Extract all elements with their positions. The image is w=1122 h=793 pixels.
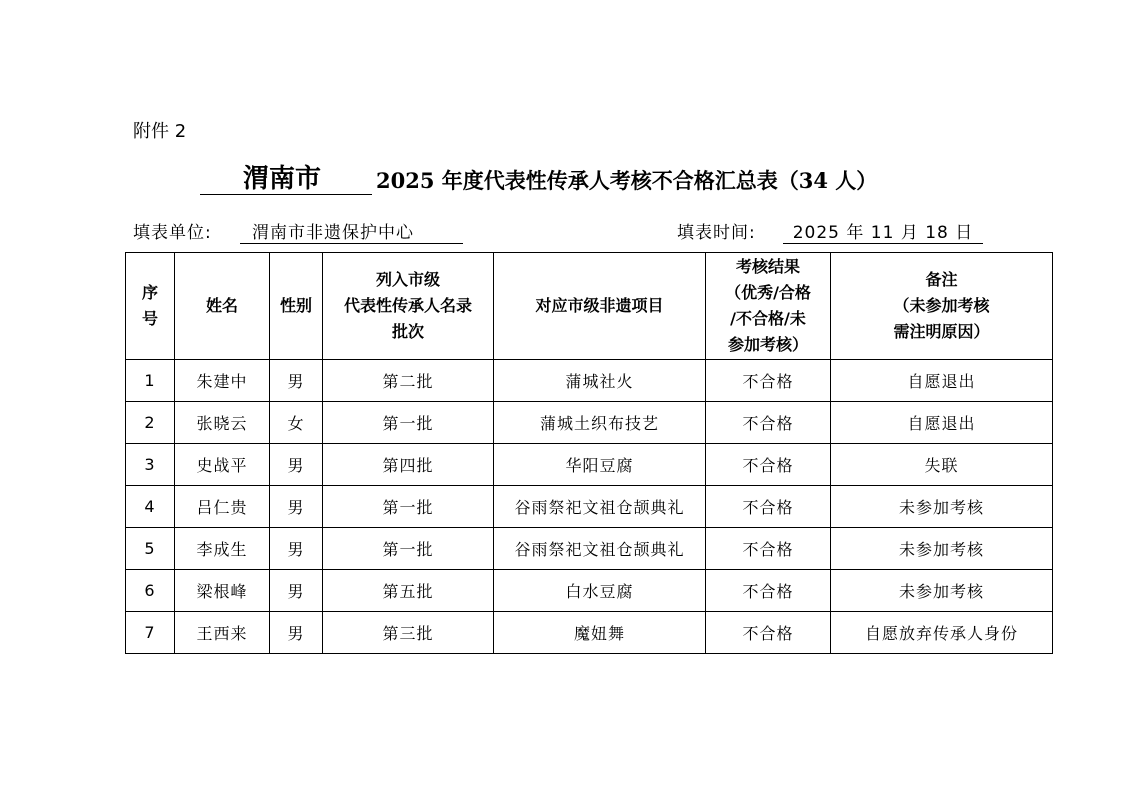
cell-remark: 未参加考核: [831, 486, 1053, 528]
header-line: 对应市级非遗项目: [535, 296, 664, 315]
header-line: 号: [141, 309, 158, 328]
cell-gender: 男: [270, 528, 323, 570]
summary-table: [125, 252, 1053, 654]
cell-gender: 男: [270, 360, 323, 402]
cell-name: 史战平: [175, 444, 270, 486]
title-text: 2025 年度代表性传承人考核不合格汇总表（34 人）: [376, 168, 878, 193]
header-line: 考核结果: [735, 257, 800, 276]
cell-gender: 男: [270, 570, 323, 612]
header-remark: [831, 253, 1053, 360]
cell-batch: 第四批: [323, 444, 494, 486]
unit-value: 渭南市非遗保护中心: [240, 218, 463, 244]
cell-result: 不合格: [706, 402, 831, 444]
cell-result: 不合格: [706, 444, 831, 486]
cell-remark: 未参加考核: [831, 570, 1053, 612]
time-value: 2025 年 11 月 18 日: [783, 218, 983, 244]
cell-gender: 男: [270, 612, 323, 654]
cell-gender: 男: [270, 486, 323, 528]
time-label: 填表时间:: [677, 223, 756, 243]
cell-seq: 7: [126, 612, 175, 654]
header-name: [175, 253, 270, 360]
cell-name: 梁根峰: [175, 570, 270, 612]
cell-batch: 第五批: [323, 570, 494, 612]
cell-project: 魔妞舞: [494, 612, 706, 654]
cell-remark: 自愿放弃传承人身份: [831, 612, 1053, 654]
cell-seq: 5: [126, 528, 175, 570]
cell-gender: 女: [270, 402, 323, 444]
cell-remark: 自愿退出: [831, 402, 1053, 444]
cell-seq: 3: [126, 444, 175, 486]
header-line: 备注: [925, 270, 958, 289]
cell-result: 不合格: [706, 360, 831, 402]
cell-project: 华阳豆腐: [494, 444, 706, 486]
cell-result: 不合格: [706, 570, 831, 612]
cell-seq: 6: [126, 570, 175, 612]
table-row: [126, 402, 1053, 444]
header-gender: [270, 253, 323, 360]
cell-project: 蒲城社火: [494, 360, 706, 402]
cell-batch: 第三批: [323, 612, 494, 654]
cell-project: 谷雨祭祀文祖仓颉典礼: [494, 528, 706, 570]
cell-result: 不合格: [706, 528, 831, 570]
header-result: [706, 253, 831, 360]
header-line: （优秀/合格: [725, 283, 811, 302]
document-title: [0, 160, 1122, 200]
cell-batch: 第一批: [323, 528, 494, 570]
table-row: [126, 360, 1053, 402]
cell-name: 王西来: [175, 612, 270, 654]
table-row: [126, 612, 1053, 654]
cell-batch: 第二批: [323, 360, 494, 402]
cell-name: 张晓云: [175, 402, 270, 444]
table-row: [126, 570, 1053, 612]
table-row: [126, 486, 1053, 528]
header-batch: [323, 253, 494, 360]
cell-remark: 未参加考核: [831, 528, 1053, 570]
header-line: 批次: [391, 322, 424, 341]
cell-result: 不合格: [706, 486, 831, 528]
header-line: 代表性传承人名录: [343, 296, 472, 315]
cell-result: 不合格: [706, 612, 831, 654]
header-line: 列入市级: [375, 270, 440, 289]
cell-name: 吕仁贵: [175, 486, 270, 528]
header-line: 姓名: [205, 296, 238, 315]
header-line: /不合格/未: [730, 309, 806, 328]
table-row: [126, 528, 1053, 570]
cell-project: 白水豆腐: [494, 570, 706, 612]
unit-label: 填表单位:: [133, 223, 212, 243]
table-body: [126, 360, 1053, 654]
cell-name: 朱建中: [175, 360, 270, 402]
cell-seq: 4: [126, 486, 175, 528]
meta-row: [0, 218, 1122, 244]
cell-seq: 1: [126, 360, 175, 402]
cell-remark: 自愿退出: [831, 360, 1053, 402]
header-line: 需注明原因）: [893, 322, 990, 341]
title-city: 渭南市: [243, 164, 322, 194]
table-row: [126, 444, 1053, 486]
header-seq: [126, 253, 175, 360]
cell-remark: 失联: [831, 444, 1053, 486]
cell-gender: 男: [270, 444, 323, 486]
header-project: [494, 253, 706, 360]
header-line: 性别: [279, 296, 312, 315]
cell-name: 李成生: [175, 528, 270, 570]
attachment-label: 附件 2: [133, 121, 187, 142]
cell-project: 蒲城土织布技艺: [494, 402, 706, 444]
cell-batch: 第一批: [323, 402, 494, 444]
cell-batch: 第一批: [323, 486, 494, 528]
header-line: （未参加考核: [893, 296, 990, 315]
header-line: 参加考核）: [727, 335, 808, 354]
cell-seq: 2: [126, 402, 175, 444]
header-line: 序: [141, 283, 158, 302]
table-header-row: [126, 253, 1053, 360]
cell-project: 谷雨祭祀文祖仓颉典礼: [494, 486, 706, 528]
